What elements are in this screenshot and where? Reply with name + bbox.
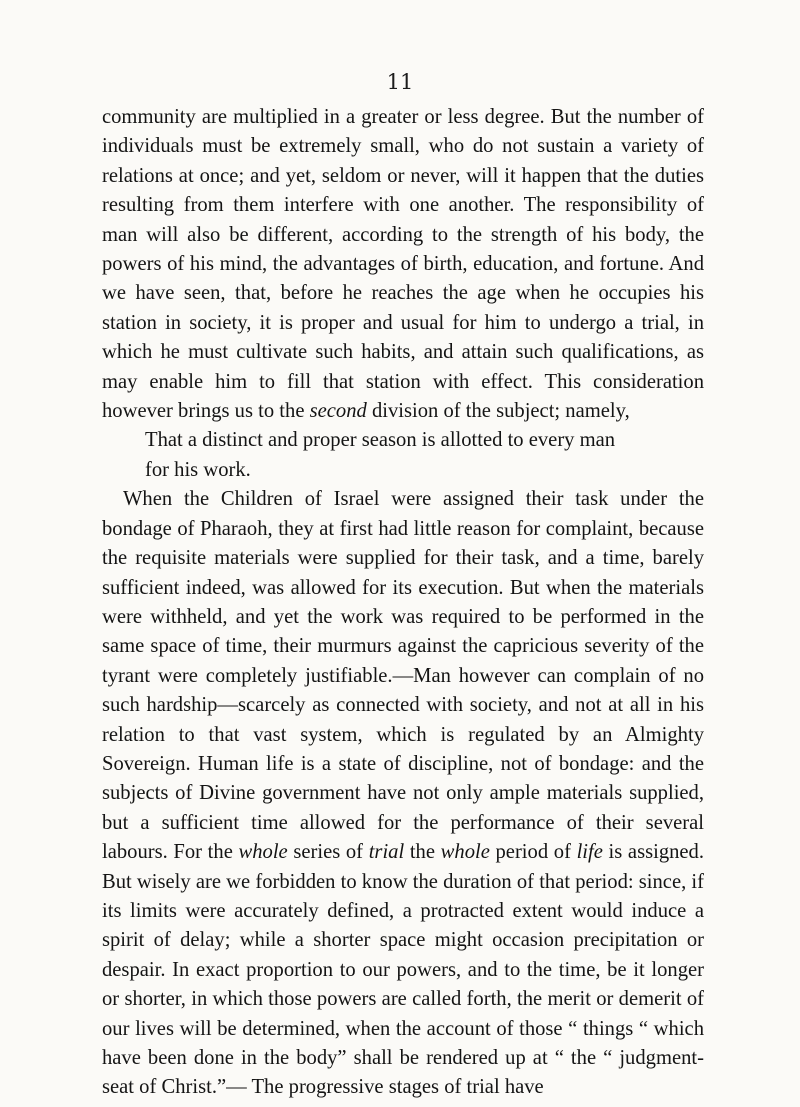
page-number: 11: [386, 70, 414, 94]
paragraph-3-text-d: period of: [489, 841, 577, 864]
paragraph-1: [102, 103, 704, 426]
paragraph-3-italic-life: life: [576, 841, 603, 864]
paragraph-1-italic-second: second: [309, 400, 367, 423]
paragraph-3-italic-whole-1: whole: [238, 841, 288, 864]
paragraph-2-proposition-cont: [102, 456, 704, 485]
paragraph-3: [102, 485, 704, 1103]
paragraph-1-text-a: community are multiplied in a greater or less degree. But the number of individuals must be extremely small, who do not sustain a variety of relations at once; and yet, seldom or never, will it happen that the duties resulting from them interfere with one another. The responsibility of man will also be different, according to the strength of his body, the powers of his mind, the advantages of birth, education, and fortune. And we have seen, that, before he reaches the age when he occupies his station in society, it is proper and usual for him to undergo a trial, in which he must cultivate such habits, and attain such qualifications, as may enable him to fill that station with effect. This consideration however brings us to the: [102, 106, 704, 423]
proposition-line-2: for his work.: [145, 458, 251, 481]
paragraph-3-text-a: When the Children of Israel were assigned their task under the bondage of Pharaoh, they at first had little reason for complaint, because the requisite materials were supplied for their task, and a time, barely sufficient indeed, was allowed for its execution. But when the materials were withheld, and yet the work was required to be performed in the same space of time, their murmurs against the capricious severity of the tyrant were completely justifiable.—Man however can complain of no such hardship—scarcely as connected with society, and not at all in his relation to that vast system, which is regulated by an Almighty Sovereign. Human life is a state of discipline, not of bondage: and the subjects of Divine government have not only ample materials supplied, but a sufficient time allowed for the performance of their several labours. For the: [102, 488, 704, 864]
paragraph-2-proposition: [102, 426, 704, 455]
paragraph-3-text-c: the: [404, 841, 441, 864]
paragraph-3-italic-trial: trial: [368, 841, 405, 864]
paragraph-3-italic-whole-2: whole: [440, 841, 490, 864]
paragraph-1-text-b: division of the subject; namely,: [366, 400, 630, 423]
paragraph-3-text-e: is assigned. But wisely are we forbidden to know the duration of that period: since, if its limits were accurately defined, a protracted extent would induce a spirit of delay; while a shorter space might occasion precipitation or despair. In exact proportion to our powers, and to the time, be it longer or shorter, in which those powers are called forth, the merit or demerit of our lives will be determined, when the account of those “ things “ which have been done in the body” shall be rendered up at “ the “ judgment-seat of Christ.”— The progressive stages of trial have: [102, 841, 704, 1099]
body-text: [102, 103, 704, 1103]
proposition-line-1: That a distinct and proper season is allotted to every man: [145, 429, 616, 452]
paragraph-3-text-b: series of: [287, 841, 369, 864]
